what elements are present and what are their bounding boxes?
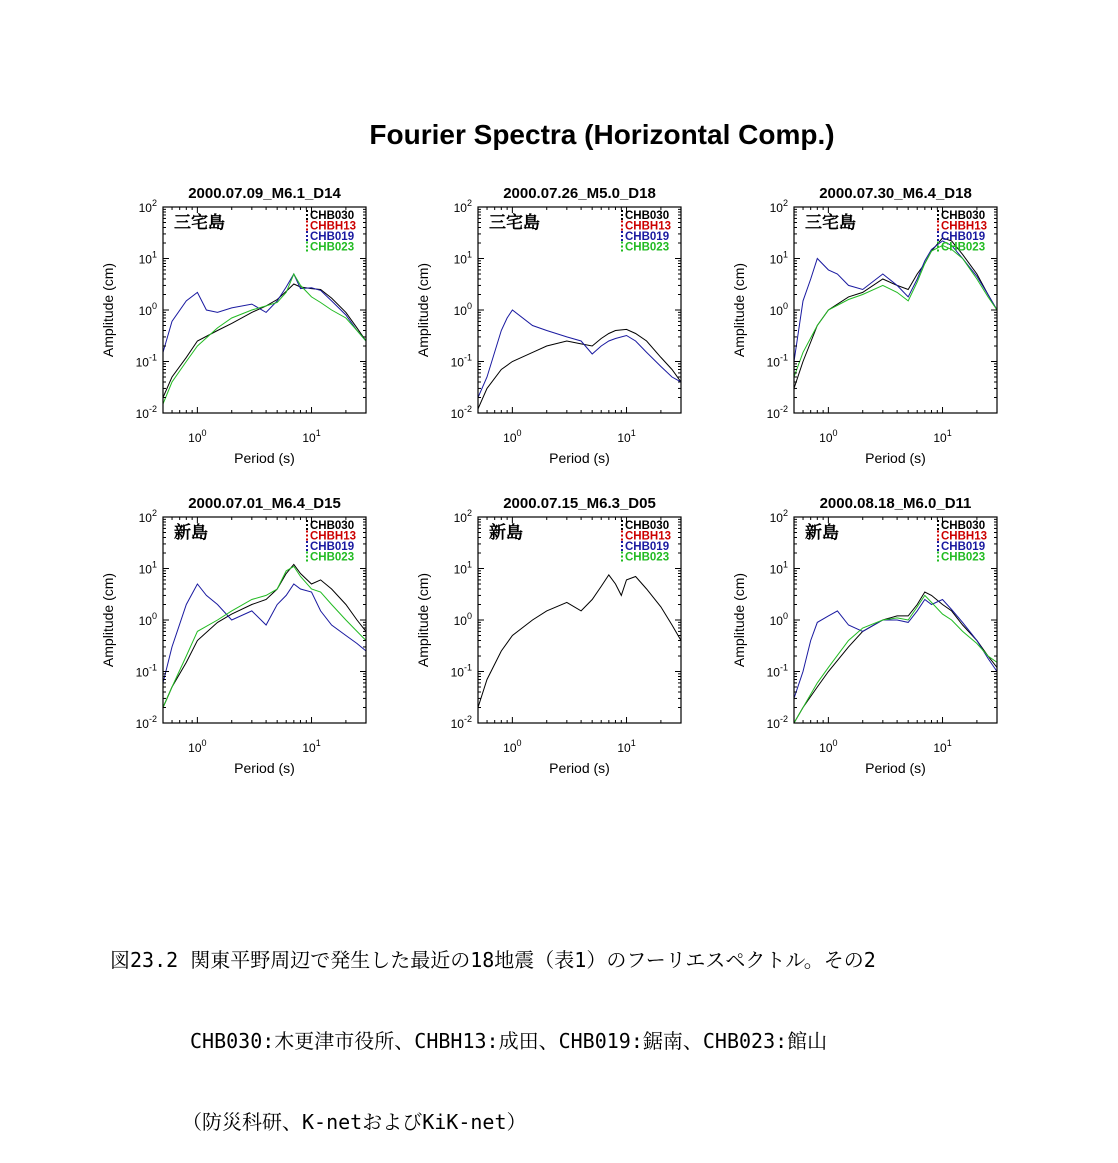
panel-title: 2000.07.09_M6.1_D14 [188,185,341,202]
y-tick-label: $10^{-2}$ [450,714,472,731]
y-axis-label: Amplitude (cm) [731,572,747,668]
y-tick-label: $10^2$ [138,198,157,215]
panel-title: 2000.07.26_M5.0_D18 [503,185,656,202]
y-tick-label: $10^{-1}$ [766,352,788,370]
legend-label: CHB030 [941,210,986,222]
legend-label: CHB019 [310,231,355,243]
x-tick-label: $10^0$ [503,428,522,445]
legend-label: CHBH13 [310,220,357,233]
spectrum-panel-3 [731,185,997,466]
y-tick-label: $10^0$ [769,611,788,628]
caption-line-1: 図23.2 関東平野周辺で発生した最近の18地震（表1）のフーリエスペクトル。その2 [110,948,876,972]
x-tick-label: $10^1$ [617,428,636,445]
legend-label: CHB030 [310,520,355,532]
series-group [478,310,681,409]
series-line-chb019 [163,274,366,352]
x-tick-label: $10^1$ [933,738,952,755]
series-group [794,238,997,388]
y-axis-label: Amplitude (cm) [415,262,431,358]
y-tick-label: $10^1$ [453,249,472,267]
y-tick-label: $10^1$ [138,249,157,267]
legend-label: CHBH13 [310,530,357,543]
legend-label: CHB023 [941,241,986,254]
spectrum-panel-1 [100,185,366,466]
y-tick-label: $10^2$ [769,508,788,525]
legend-label: CHB030 [625,210,670,222]
legend-label: CHB019 [941,541,986,553]
x-axis-label: Period (s) [234,760,295,776]
y-tick-label: $10^{-1}$ [135,662,157,680]
y-tick-label: $10^{-2}$ [450,404,472,421]
y-tick-label: $10^{-2}$ [135,714,157,731]
series-group [794,592,997,723]
series-group [163,274,366,404]
legend-label: CHBH13 [941,530,988,543]
legend-label: CHB023 [941,551,986,564]
series-line-chb030 [163,284,366,398]
spectrum-panel-4 [100,495,366,776]
legend-label: CHBH13 [625,220,672,233]
legend-label: CHB019 [941,231,986,243]
caption-line-3: （防災科研、K-netおよびKiK-net） [182,1110,527,1134]
x-tick-label: $10^1$ [302,428,321,445]
y-axis-label: Amplitude (cm) [100,262,116,358]
spectrum-panel-6 [731,495,997,776]
series-line-chb023 [163,566,366,707]
series-line-chb030 [478,329,681,409]
y-tick-label: $10^0$ [769,301,788,318]
y-tick-label: $10^2$ [138,508,157,525]
spectrum-panel-5 [415,495,681,776]
panel-grid [100,185,997,776]
legend-label: CHB023 [310,551,355,564]
panel-title: 2000.07.01_M6.4_D15 [188,495,341,512]
y-tick-label: $10^{-1}$ [135,352,157,370]
x-tick-label: $10^0$ [188,428,207,445]
x-tick-label: $10^1$ [302,738,321,755]
y-tick-label: $10^{-2}$ [766,404,788,421]
legend-label: CHB023 [310,241,355,254]
x-tick-label: $10^0$ [819,428,838,445]
x-axis-label: Period (s) [549,450,610,466]
y-tick-label: $10^1$ [138,559,157,577]
y-tick-label: $10^2$ [769,198,788,215]
y-axis-label: Amplitude (cm) [731,262,747,358]
legend-label: CHB023 [625,551,670,564]
legend-label: CHB019 [310,541,355,553]
x-tick-label: $10^0$ [188,738,207,755]
series-group [163,564,366,707]
series-line-chb030 [478,575,681,708]
series-line-chb030 [794,238,997,388]
series-line-chb023 [794,595,997,723]
y-tick-label: $10^0$ [453,301,472,318]
x-tick-label: $10^1$ [617,738,636,755]
series-line-chb019 [478,310,681,398]
region-label: 新島 [489,523,523,543]
series-line-chb019 [163,584,366,683]
caption-line-2: CHB030:木更津市役所、CHBH13:成田、CHB019:鋸南、CHB023:館山 [190,1029,828,1053]
figure-caption [110,893,1090,1163]
y-axis-label: Amplitude (cm) [415,572,431,668]
x-axis-label: Period (s) [865,760,926,776]
legend-label: CHB019 [625,231,670,243]
y-tick-label: $10^1$ [453,559,472,577]
legend-label: CHB030 [941,520,986,532]
y-tick-label: $10^{-2}$ [135,404,157,421]
y-tick-label: $10^{-2}$ [766,714,788,731]
y-tick-label: $10^{-1}$ [766,662,788,680]
region-label: 三宅島 [489,213,540,233]
legend-label: CHBH13 [941,220,988,233]
y-tick-label: $10^2$ [453,198,472,215]
legend-label: CHB023 [625,241,670,254]
region-label: 三宅島 [805,213,856,233]
x-axis-label: Period (s) [549,760,610,776]
series-line-chb030 [794,592,997,723]
figure-title: Fourier Spectra (Horizontal Comp.) [369,119,835,150]
legend-label: CHB019 [625,541,670,553]
y-tick-label: $10^0$ [453,611,472,628]
legend-label: CHBH13 [625,530,672,543]
series-line-chb030 [163,564,366,707]
spectrum-panel-2 [415,185,681,466]
x-axis-label: Period (s) [865,450,926,466]
series-line-chb019 [794,600,997,699]
y-tick-label: $10^1$ [769,249,788,267]
y-tick-label: $10^2$ [453,508,472,525]
region-label: 三宅島 [174,213,225,233]
region-label: 新島 [174,523,208,543]
region-label: 新島 [805,523,839,543]
series-group [478,575,681,708]
legend-label: CHB030 [625,520,670,532]
y-tick-label: $10^0$ [138,301,157,318]
x-tick-label: $10^1$ [933,428,952,445]
y-tick-label: $10^{-1}$ [450,662,472,680]
x-tick-label: $10^0$ [503,738,522,755]
x-axis-label: Period (s) [234,450,295,466]
y-axis-label: Amplitude (cm) [100,572,116,668]
series-line-chb023 [163,274,366,404]
legend-label: CHB030 [310,210,355,222]
y-tick-label: $10^0$ [138,611,157,628]
x-tick-label: $10^0$ [819,738,838,755]
y-tick-label: $10^1$ [769,559,788,577]
y-tick-label: $10^{-1}$ [450,352,472,370]
panel-title: 2000.07.30_M6.4_D18 [819,185,972,202]
panel-title: 2000.07.15_M6.3_D05 [503,495,656,512]
panel-title: 2000.08.18_M6.0_D11 [819,495,972,512]
